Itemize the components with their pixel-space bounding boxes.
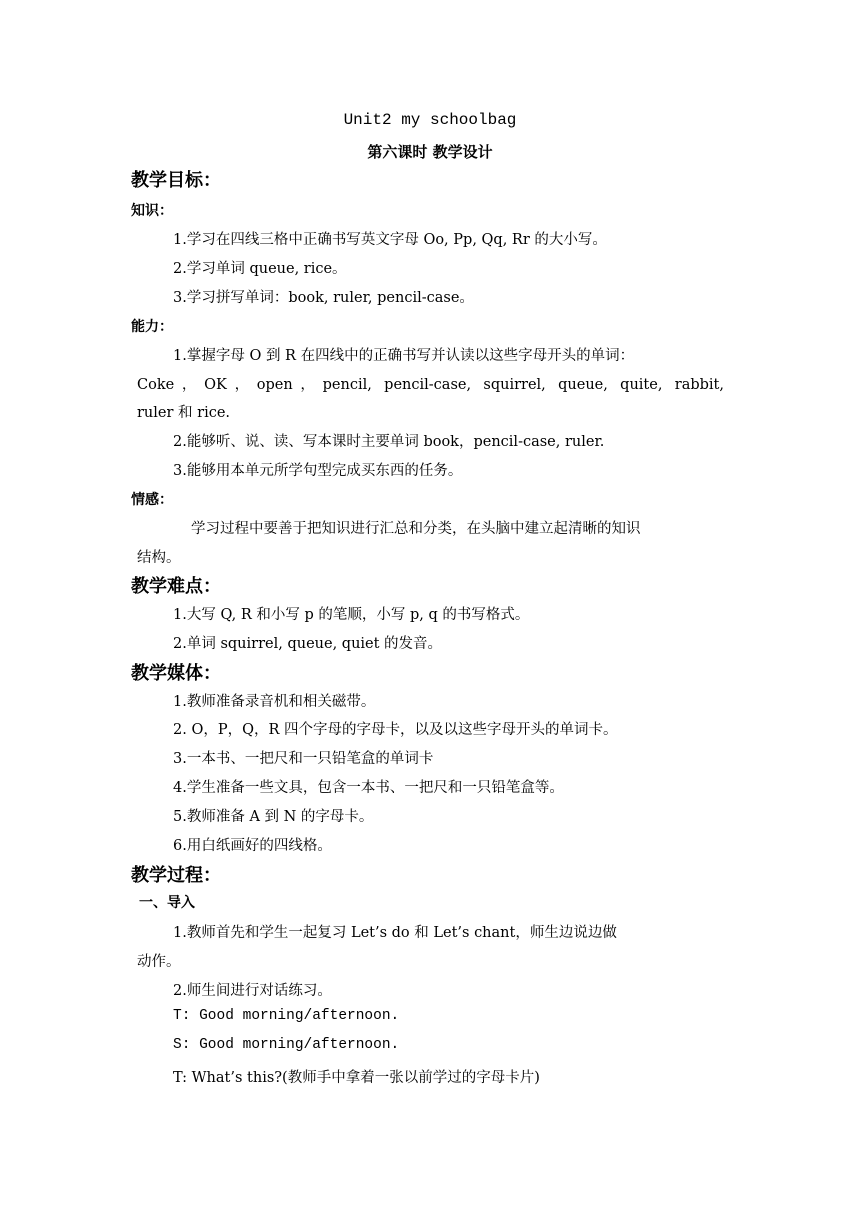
dialogue-line-2: S: Good morning/afternoon. <box>173 1037 400 1053</box>
difficulty-item-2: 2.单词 squirrel, queue, quiet 的发音。 <box>173 636 443 652</box>
dialogue-line-1: T: Good morning/afternoon. <box>173 1008 400 1024</box>
ability-label: 能力： <box>131 319 173 335</box>
media-item-3: 3.一本书、一把尺和一只铅笔盒的单词卡 <box>173 751 434 767</box>
media-item-1: 1.教师准备录音机和相关磁带。 <box>173 694 376 710</box>
process-heading: 教学过程： <box>131 865 221 886</box>
media-item-6: 6.用白纸画好的四线格。 <box>173 838 332 854</box>
ability-item-1-line-2: Coke，OK，open，pencil, pencil-case, squirrel, queue, quite, rabbit, <box>137 377 724 393</box>
document-subtitle: 第六课时 教学设计 <box>367 143 493 161</box>
emotion-line-1: 学习过程中要善于把知识进行汇总和分类，在头脑中建立起清晰的知识 <box>191 521 641 537</box>
media-item-2: 2. O，P，Q，R 四个字母的字母卡，以及以这些字母开头的单词卡。 <box>173 722 618 738</box>
document-title: Unit2 my schoolbag <box>343 111 517 129</box>
media-heading: 教学媒体： <box>131 663 221 684</box>
difficulties-heading: 教学难点： <box>131 576 221 597</box>
media-item-5: 5.教师准备 A 到 N 的字母卡。 <box>173 809 374 825</box>
media-item-4: 4.学生准备一些文具，包含一本书、一把尺和一只铅笔盒等。 <box>173 780 564 796</box>
difficulty-item-1: 1.大写 Q, R 和小写 p 的笔顺，小写 p, q 的书写格式。 <box>173 607 530 623</box>
emotion-line-2: 结构。 <box>137 550 181 566</box>
process-step-1-line-1: 1.教师首先和学生一起复习 Let’s do 和 Let’s chant，师生边说边做 <box>173 925 617 941</box>
knowledge-label: 知识： <box>131 203 173 219</box>
ability-item-2: 2.能够听、说、读、写本课时主要单词 book，pencil-case, ruler. <box>173 434 605 450</box>
ability-item-1-line-3: ruler 和 rice. <box>137 405 231 421</box>
process-step-1-line-2: 动作。 <box>137 954 181 970</box>
knowledge-item-3: 3.学习拼写单词：book, ruler, pencil-case。 <box>173 290 474 306</box>
objectives-heading: 教学目标： <box>131 170 221 191</box>
knowledge-item-1: 1.学习在四线三格中正确书写英文字母 Oo, Pp, Qq, Rr 的大小写。 <box>173 232 607 248</box>
ability-item-3: 3.能够用本单元所学句型完成买东西的任务。 <box>173 463 463 479</box>
process-step-2: 2.师生间进行对话练习。 <box>173 983 332 999</box>
knowledge-item-2: 2.学习单词 queue, rice。 <box>173 261 347 277</box>
ability-item-1-line-1: 1.掌握字母 O 到 R 在四线中的正确书写并认读以这些字母开头的单词： <box>173 348 635 364</box>
process-section-1-title: 一、导入 <box>139 895 195 911</box>
emotion-label: 情感： <box>131 492 173 508</box>
dialogue-line-3: T: What’s this?(教师手中拿着一张以前学过的字母卡片) <box>173 1070 540 1086</box>
